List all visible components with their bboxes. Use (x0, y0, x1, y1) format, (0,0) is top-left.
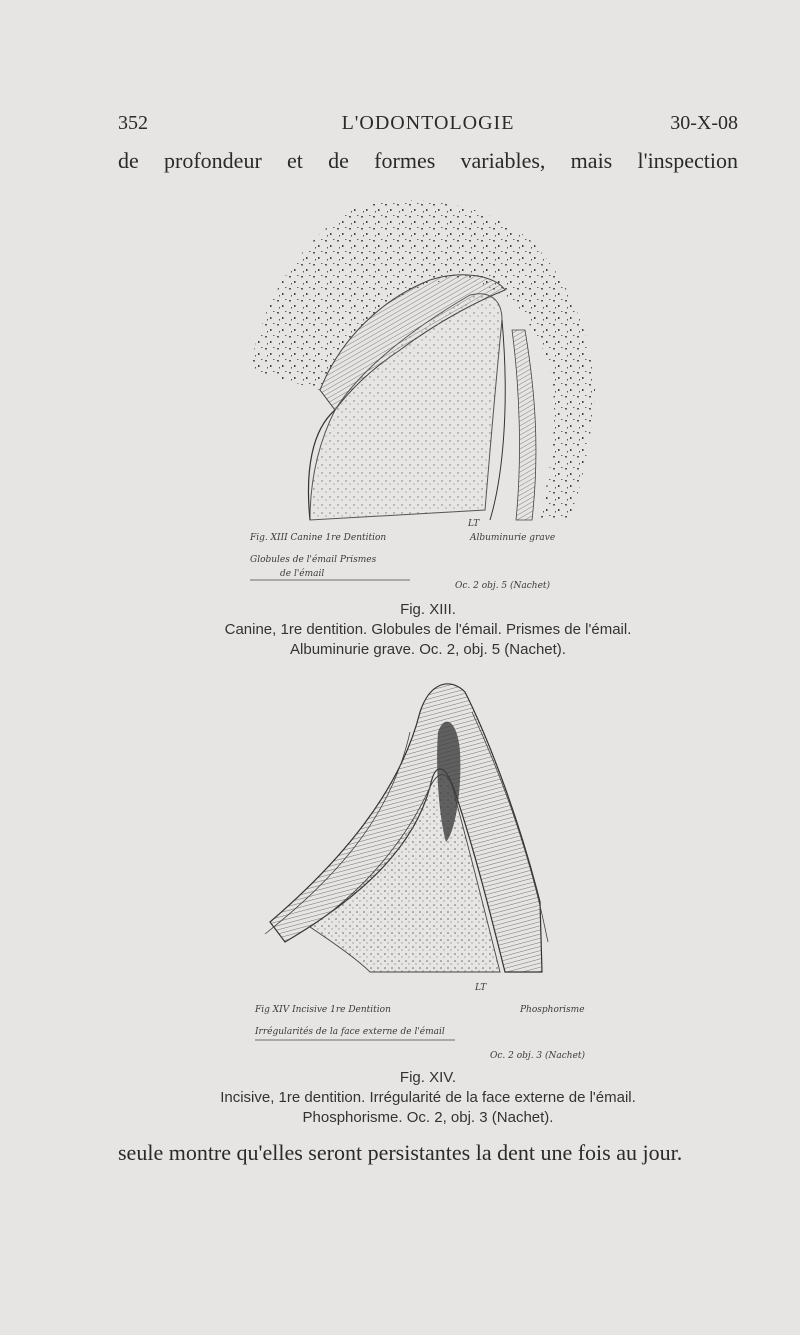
running-head (118, 112, 738, 142)
fig14-handwritten-marker: LT (475, 983, 487, 993)
fig13-handwritten-line1: Fig. XIII Canine 1re Dentition (250, 533, 387, 543)
fig14-handwritten-line1: Fig XIV Incisive 1re Dentition (255, 1005, 391, 1015)
figure-14-caption-line2: Phosphorisme. Oc. 2, obj. 3 (Nachet). (302, 1109, 554, 1126)
body-text-bottom: seule montre qu'elles seront persistantes la dent une fois au jour. (118, 1140, 683, 1165)
fig14-handwritten-lens: Oc. 2 obj. 3 (Nachet) (490, 1051, 586, 1061)
body-text-top: de profondeur et de formes variables, mais l'inspection (118, 148, 738, 173)
figure-13-label: Fig. XIII. (400, 601, 456, 618)
journal-title: L'ODONTOLOGIE (341, 112, 515, 134)
figure-14-caption-line1: Incisive, 1re dentition. Irrégularité de la face externe de l'émail. (220, 1089, 636, 1106)
figure-13-caption-line1: Canine, 1re dentition. Globules de l'émail. Prismes de l'émail. (224, 621, 632, 638)
canine-section-illustration (240, 190, 620, 600)
figure-14-caption (118, 1068, 738, 1128)
figure-13-caption-line2: Albuminurie grave. Oc. 2, obj. 5 (Nachet). (290, 641, 566, 658)
fig13-handwritten-right: Albuminurie grave (470, 533, 556, 543)
fig13-handwritten-line2: Globules de l'émail Prismes (250, 555, 377, 565)
fig14-handwritten-line2: Irrégularités de la face externe de l'émail (255, 1027, 445, 1037)
figure-13-drawing (240, 190, 620, 600)
figure-13-caption (118, 600, 738, 660)
fig13-handwritten-line3: de l'émail (280, 569, 325, 579)
figure-14-label: Fig. XIV. (399, 1069, 457, 1086)
fig13-handwritten-lens: Oc. 2 obj. 5 (Nachet) (455, 581, 551, 591)
page-number: 352 (118, 112, 148, 134)
issue-date: 30-X-08 (670, 112, 738, 134)
fig13-handwritten-marker: LT (468, 519, 480, 529)
fig14-handwritten-right: Phosphorisme (520, 1005, 585, 1015)
figure-14-drawing (250, 672, 600, 1072)
incisor-section-illustration (250, 672, 600, 1072)
